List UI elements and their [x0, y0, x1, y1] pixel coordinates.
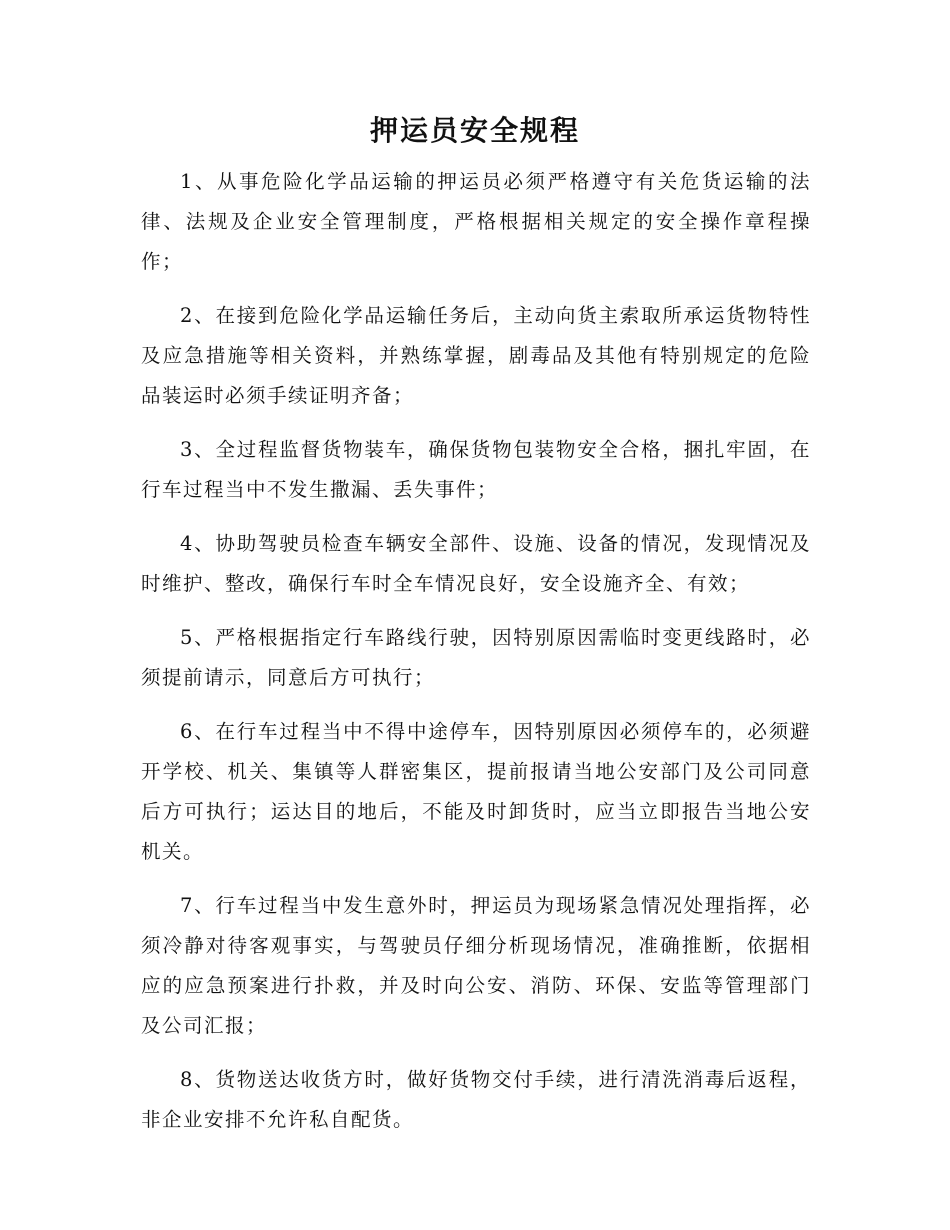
rule-paragraph-2: 2、在接到危险化学品运输任务后，主动向货主索取所承运货物特性及应急措施等相关资料，并熟练掌握，剧毒品及其他有特别规定的危险品装运时必须手续证明齐备； [141, 304, 811, 407]
rule-paragraph-5: 5、严格根据指定行车路线行驶，因特别原因需临时变更线路时，必须提前请示，同意后方可执行； [141, 626, 811, 689]
rule-paragraph-1: 1、从事危险化学品运输的押运员必须严格遵守有关危货运输的法律、法规及企业安全管理制度，严格根据相关规定的安全操作章程操作； [141, 170, 811, 273]
document-title: 押运员安全规程 [369, 114, 580, 147]
rule-paragraph-3: 3、全过程监督货物装车，确保货物包装物安全合格，捆扎牢固，在行车过程当中不发生撒漏、丢失事件； [141, 438, 811, 501]
rule-paragraph-8: 8、货物送达收货方时，做好货物交付手续，进行清洗消毒后返程，非企业安排不允许私自配货。 [141, 1068, 811, 1131]
rule-paragraph-7: 7、行车过程当中发生意外时，押运员为现场紧急情况处理指挥，必须冷静对待客观事实，与驾驶员仔细分析现场情况，准确推断，依据相应的应急预案进行扑救，并及时向公安、消防、环保、安监等管理部门及公司汇报； [141, 894, 811, 1037]
document-body [141, 162, 811, 1154]
rule-paragraph-4: 4、协助驾驶员检查车辆安全部件、设施、设备的情况，发现情况及时维护、整改，确保行车时全车情况良好，安全设施齐全、有效； [141, 532, 811, 595]
rule-paragraph-6: 6、在行车过程当中不得中途停车，因特别原因必须停车的，必须避开学校、机关、集镇等人群密集区，提前报请当地公安部门及公司同意后方可执行；运达目的地后，不能及时卸货时，应当立即报告当地公安机关。 [141, 720, 811, 863]
